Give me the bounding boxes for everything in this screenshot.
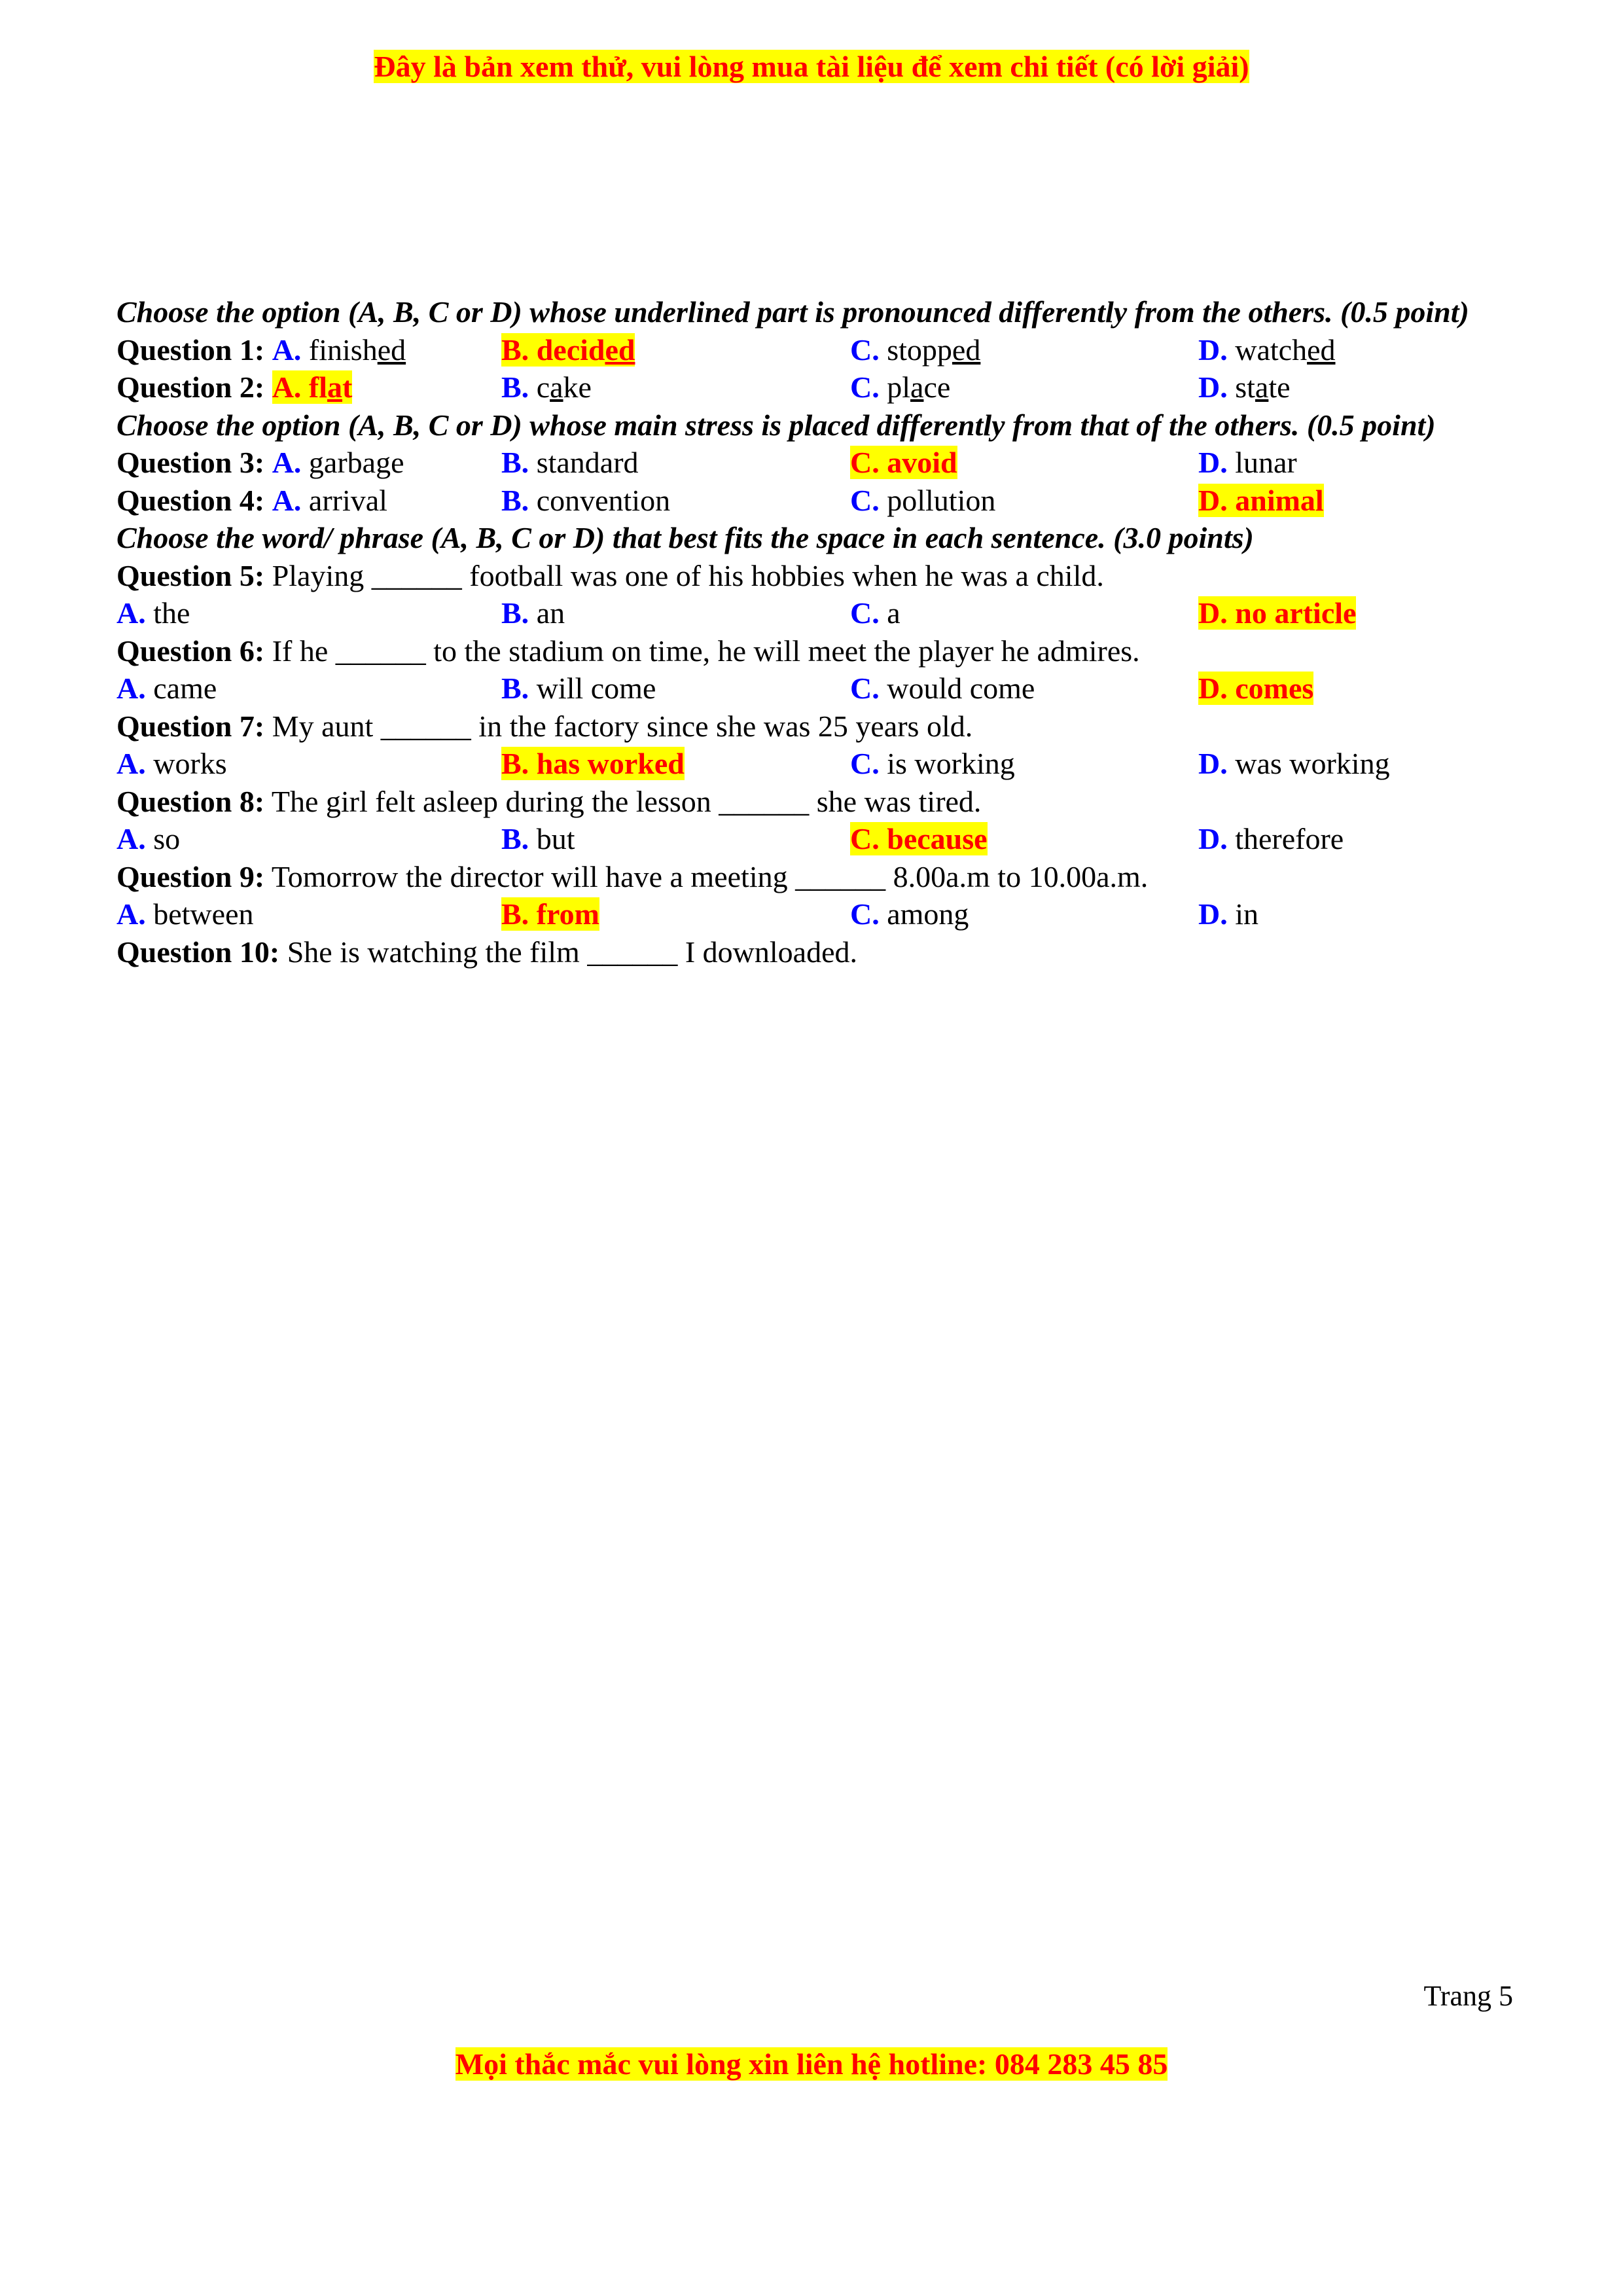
question-stem-line [116, 632, 1517, 670]
option-c[interactable] [850, 368, 950, 406]
option-text: comes [1235, 672, 1314, 705]
option-text-post: te [1268, 370, 1291, 404]
option-letter: D. [1198, 672, 1228, 705]
option-c[interactable] [850, 482, 995, 520]
option-letter: A. [272, 370, 302, 404]
option-d[interactable] [1198, 482, 1324, 520]
option-text: in [1235, 897, 1259, 931]
question-label: Question 10: [116, 935, 280, 969]
option-text: standard [536, 446, 639, 479]
option-label [116, 747, 227, 780]
option-label [850, 747, 1015, 780]
exam-content [116, 293, 1517, 971]
option-text: works [153, 747, 227, 780]
options-row [116, 895, 1517, 933]
option-c[interactable] [850, 745, 1015, 783]
option-text: lunar [1235, 446, 1297, 479]
option-label [850, 672, 1035, 705]
option-b[interactable] [501, 745, 685, 783]
option-letter: D. [1198, 747, 1228, 780]
option-d[interactable] [1198, 594, 1356, 632]
question-stem-line [116, 933, 1517, 971]
option-d[interactable] [1198, 331, 1336, 369]
option-text: was working [1235, 747, 1390, 780]
option-letter: C. [850, 897, 880, 931]
option-b[interactable] [501, 444, 639, 482]
question-label: Question 7: [116, 709, 265, 743]
option-letter: B. [501, 672, 529, 705]
option-letter: D. [1198, 370, 1228, 404]
option-d[interactable] [1198, 368, 1291, 406]
option-c[interactable] [850, 444, 957, 482]
option-text: came [153, 672, 217, 705]
option-a[interactable] [116, 482, 387, 520]
option-a[interactable] [116, 368, 352, 406]
option-text: garbage [308, 446, 404, 479]
option-label [1198, 446, 1297, 479]
underlined-part: ed [605, 332, 635, 367]
question-stem-line [116, 708, 1517, 745]
option-b[interactable] [501, 331, 635, 369]
option-text-pre: stopp [887, 332, 952, 367]
option-a[interactable] [116, 331, 406, 369]
question-stem-line [116, 557, 1517, 595]
options-row [116, 670, 1517, 708]
option-label [1198, 747, 1390, 780]
question-label: Question 1: [116, 332, 265, 367]
option-label [272, 446, 404, 479]
underlined-part: a [1255, 370, 1269, 404]
option-label [501, 484, 670, 517]
option-text-pre: pl [887, 370, 911, 404]
option-text: between [153, 897, 254, 931]
option-text: so [153, 822, 181, 855]
option-letter: B. [501, 596, 529, 630]
option-text: animal [1235, 483, 1324, 517]
option-text: convention [536, 483, 671, 517]
option-letter: D. [1198, 446, 1228, 479]
option-letter: A. [272, 483, 302, 517]
option-letter: D. [1198, 897, 1228, 931]
option-label [501, 672, 656, 705]
option-d[interactable] [1198, 820, 1344, 858]
option-letter: C. [850, 446, 880, 479]
correct-answer-highlight [272, 370, 353, 404]
question-stem: She is watching the film ______ I downloaded. [287, 935, 857, 969]
option-letter: D. [1198, 332, 1228, 367]
option-c[interactable] [850, 331, 980, 369]
question-label: Question 4: [116, 483, 265, 517]
hotline-banner [0, 2045, 1623, 2084]
option-text-pre: decid [536, 332, 605, 367]
correct-answer-highlight [501, 747, 685, 780]
section-instruction: Choose the word/ phrase (A, B, C or D) that best fits the space in each sentence. (3.0 points) [116, 521, 1254, 554]
option-letter: D. [1198, 483, 1228, 517]
option-letter: C. [850, 672, 880, 705]
underlined-part: a [327, 370, 343, 404]
question-label: Question 9: [116, 859, 265, 893]
question-stem: Playing ______ football was one of his hobbies when he was a child. [272, 558, 1104, 592]
underlined-part: a [550, 370, 563, 404]
option-label [116, 596, 190, 630]
section-instruction: Choose the option (A, B, C or D) whose main stress is placed differently from that of the others. (0.5 point) [116, 408, 1436, 442]
question-stem-line [116, 858, 1517, 896]
options-row [116, 745, 1517, 783]
option-text: but [536, 822, 575, 855]
option-label [501, 370, 592, 404]
option-c[interactable] [850, 594, 901, 632]
option-letter: A. [272, 446, 302, 479]
option-label [501, 446, 639, 479]
option-c[interactable] [850, 670, 1035, 708]
option-text: a [887, 596, 901, 630]
option-label [272, 333, 406, 367]
option-text: arrival [308, 483, 387, 517]
option-text: would come [887, 672, 1035, 705]
option-a[interactable] [116, 594, 190, 632]
option-text: will come [536, 672, 656, 705]
option-letter: B. [501, 332, 529, 367]
option-letter: B. [501, 822, 529, 855]
option-letter: D. [1198, 596, 1228, 630]
option-text: because [887, 822, 988, 855]
option-b[interactable] [501, 670, 656, 708]
options-row [116, 331, 1517, 369]
option-text: avoid [887, 446, 957, 479]
option-text: the [153, 596, 190, 630]
option-label [116, 672, 217, 705]
option-letter: A. [272, 332, 302, 367]
option-a[interactable] [116, 444, 404, 482]
option-text: from [536, 897, 599, 931]
question-label: Question 8: [116, 784, 265, 818]
correct-answer-highlight [1198, 672, 1313, 705]
option-text: among [887, 897, 969, 931]
page-number: Trang 5 [1423, 1980, 1513, 2012]
option-letter: B. [501, 747, 529, 780]
section-instruction: Choose the option (A, B, C or D) whose underlined part is pronounced differently from the others. (0.5 point) [116, 295, 1469, 329]
question-stem: If he ______ to the stadium on time, he will meet the player he admires. [272, 634, 1140, 668]
option-a[interactable] [116, 820, 180, 858]
option-label [1198, 822, 1344, 855]
option-letter: D. [1198, 822, 1228, 855]
option-letter: C. [850, 483, 880, 517]
option-letter: A. [116, 897, 146, 931]
hotline-text: Mọi thắc mắc vui lòng xin liên hệ hotline: 084 283 45 85 [455, 2047, 1168, 2081]
option-label [501, 822, 575, 855]
correct-answer-highlight [1198, 484, 1324, 517]
option-a[interactable] [116, 670, 217, 708]
option-b[interactable] [501, 895, 599, 933]
question-label: Question 5: [116, 558, 265, 592]
option-c[interactable] [850, 895, 969, 933]
correct-answer-highlight [1198, 596, 1356, 630]
option-b[interactable] [501, 820, 575, 858]
option-text-post: t [342, 370, 353, 404]
option-letter: C. [850, 822, 880, 855]
option-d[interactable] [1198, 670, 1313, 708]
option-text: no article [1235, 596, 1357, 630]
option-d[interactable] [1198, 444, 1297, 482]
option-text: pollution [887, 483, 996, 517]
option-label [850, 370, 950, 404]
question-stem-line [116, 783, 1517, 821]
option-text: an [536, 596, 565, 630]
option-letter: A. [116, 822, 146, 855]
question-stem: Tomorrow the director will have a meeting ______ 8.00a.m to 10.00a.m. [271, 859, 1149, 893]
option-letter: C. [850, 596, 880, 630]
underlined-part: ed [1307, 332, 1336, 367]
correct-answer-highlight [850, 822, 988, 855]
option-text: therefore [1235, 822, 1344, 855]
underlined-part: ed [952, 332, 981, 367]
options-row [116, 444, 1517, 482]
option-label [850, 596, 901, 630]
option-text-post: ke [563, 370, 592, 404]
option-b[interactable] [501, 594, 565, 632]
option-label [501, 596, 565, 630]
option-a[interactable] [116, 745, 227, 783]
option-a[interactable] [116, 895, 254, 933]
preview-notice-banner [0, 47, 1623, 86]
option-letter: C. [850, 332, 880, 367]
question-label: Question 2: [116, 370, 265, 404]
options-row [116, 368, 1517, 406]
option-letter: A. [116, 596, 146, 630]
option-label [1198, 897, 1258, 931]
option-letter: C. [850, 747, 880, 780]
question-label: Question 6: [116, 634, 265, 668]
question-stem: The girl felt asleep during the lesson ______ she was tired. [271, 784, 982, 818]
option-letter: B. [501, 370, 529, 404]
options-row [116, 482, 1517, 520]
option-text-pre: c [536, 370, 550, 404]
option-label [850, 333, 980, 367]
option-text-pre: fl [308, 370, 328, 404]
option-letter: B. [501, 483, 529, 517]
option-b[interactable] [501, 482, 670, 520]
option-letter: B. [501, 446, 529, 479]
option-b[interactable] [501, 368, 592, 406]
option-letter: A. [116, 747, 146, 780]
option-d[interactable] [1198, 745, 1390, 783]
option-letter: B. [501, 897, 529, 931]
option-text-pre: st [1235, 370, 1255, 404]
option-c[interactable] [850, 820, 988, 858]
option-text-pre: finish [308, 332, 378, 367]
question-label: Question 3: [116, 446, 265, 479]
question-stem: My aunt ______ in the factory since she was 25 years old. [272, 709, 973, 743]
option-text-post: ce [923, 370, 951, 404]
options-row [116, 594, 1517, 632]
option-label [116, 897, 254, 931]
option-label [850, 897, 969, 931]
option-letter: C. [850, 370, 880, 404]
option-label [1198, 333, 1336, 367]
option-text-pre: watch [1235, 332, 1308, 367]
option-label [272, 484, 387, 517]
option-d[interactable] [1198, 895, 1258, 933]
correct-answer-highlight [501, 897, 599, 931]
option-text: is working [887, 747, 1015, 780]
option-letter: A. [116, 672, 146, 705]
option-label [1198, 370, 1291, 404]
options-row [116, 820, 1517, 858]
option-text: has worked [536, 747, 685, 780]
underlined-part: ed [377, 332, 406, 367]
underlined-part: a [910, 370, 924, 404]
option-label [850, 484, 995, 517]
correct-answer-highlight [850, 446, 957, 479]
option-label [116, 822, 180, 855]
correct-answer-highlight [501, 333, 635, 367]
preview-notice-text: Đây là bản xem thử, vui lòng mua tài liệu để xem chi tiết (có lời giải) [374, 50, 1249, 83]
